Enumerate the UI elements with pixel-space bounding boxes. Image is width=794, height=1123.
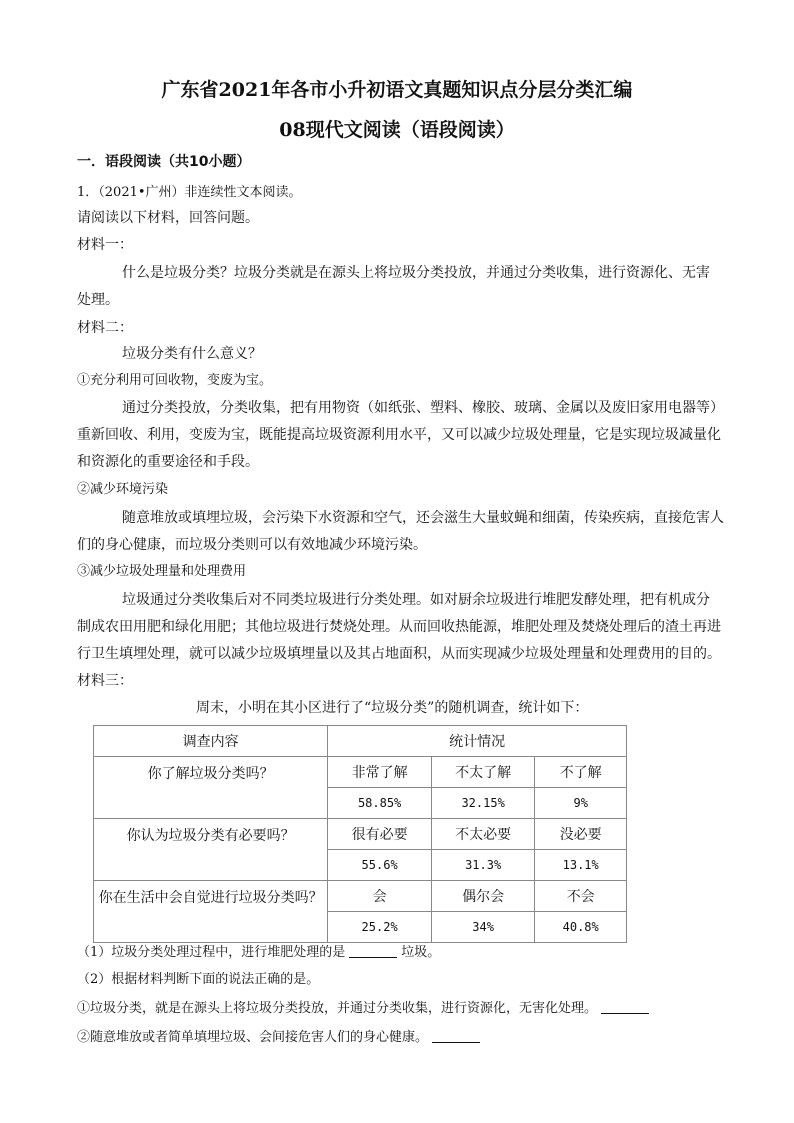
table-row [94,757,627,788]
table-row [94,881,627,912]
header-statistics: 统计情况 [328,726,627,757]
survey-question: 你在生活中会自觉进行垃圾分类吗？ [94,881,328,943]
judge-statement-2-text: ②随意堆放或者简单填埋垃圾、会间接危害人们的身心健康。 [77,1030,429,1045]
percent-cell: 9% [535,788,627,819]
sub-question-2: （2）根据材料判断下面的说法正确的是。 [77,972,320,987]
document-title: 广东省2021年各市小升初语文真题知识点分层分类汇编 [161,79,633,101]
judge-statement-1-text: ①垃圾分类，就是在源头上将垃圾分类投放，并通过分类收集，进行资源化，无害化处理。 [77,1001,598,1016]
answer-blank[interactable] [349,943,397,958]
material-two-paragraph-2: 随意堆放或填埋垃圾，会污染下水资源和空气，还会滋生大量蚊蝇和细菌，传染疾病，直接危害人 [122,510,724,526]
option-cell: 很有必要 [328,819,432,850]
percent-cell: 13.1% [535,850,627,881]
material-one-paragraph: 什么是垃圾分类？垃圾分类就是在源头上将垃圾分类投放，并通过分类收集，进行资源化、无害 [122,265,710,281]
option-cell: 偶尔会 [431,881,535,912]
survey-table [93,725,627,943]
sub-question-1-suffix: 垃圾。 [401,945,441,960]
percent-cell: 40.8% [535,912,627,943]
instruction-text: 请阅读以下材料，回答问题。 [77,210,259,226]
table-row [94,819,627,850]
material-one-label: 材料一： [77,237,133,253]
percent-cell: 25.2% [328,912,432,943]
option-cell: 不太必要 [431,819,535,850]
material-three-intro: 周末，小明在其小区进行了“垃圾分类”的随机调查，统计如下： [196,700,589,716]
material-two-paragraph-3-end: 行卫生填埋处理，就可以减少垃圾填埋量以及其占地面积，从而实现减少垃圾处理量和处理费用的目的。 [77,646,721,662]
percent-cell: 58.85% [328,788,432,819]
material-two-paragraph-1: 通过分类投放，分类收集，把有用物资（如纸张、塑料、橡胶、玻璃、金属以及废旧家用电器等） [122,400,724,416]
question-stem: 1．（2021•广州）非连续性文本阅读。 [77,185,302,200]
material-three-label: 材料三： [77,673,133,689]
percent-cell: 34% [431,912,535,943]
judge-statement-2 [77,1028,717,1048]
survey-question: 你认为垃圾分类有必要吗？ [94,819,328,881]
answer-blank[interactable] [432,1028,480,1043]
document-subtitle: 08现代文阅读（语段阅读） [279,119,515,141]
survey-question: 你了解垃圾分类吗？ [94,757,328,819]
sub-question-1-text: （1）垃圾分类处理过程中，进行堆肥处理的是 [77,945,346,960]
material-two-paragraph-3-cont: 制成农田用肥和绿化用肥；其他垃圾进行焚烧处理。从而回收热能源，堆肥处理及焚烧处理后的渣土再进 [77,619,721,635]
option-cell: 不太了解 [431,757,535,788]
material-two-paragraph-1-end: 和资源化的重要途径和手段。 [77,454,259,470]
option-cell: 非常了解 [328,757,432,788]
material-one-paragraph-cont: 处理。 [77,292,119,308]
material-two-paragraph-1-cont: 重新回收、利用，变废为宝，既能提高垃圾资源利用水平，又可以减少垃圾处理量，它是实现垃圾减量化 [77,427,721,443]
judge-statement-1 [77,999,717,1019]
sub-question-1 [77,943,717,963]
material-two-question: 垃圾分类有什么意义？ [122,346,262,362]
material-two-heading-3: ③减少垃圾处理量和处理费用 [77,564,247,579]
percent-cell: 55.6% [328,850,432,881]
option-cell: 没必要 [535,819,627,850]
material-two-label: 材料二： [77,320,133,336]
option-cell: 不了解 [535,757,627,788]
material-two-heading-2: ②减少环境污染 [77,482,169,497]
material-two-paragraph-3: 垃圾通过分类收集后对不同类垃圾进行分类处理。如对厨余垃圾进行堆肥发酵处理，把有机成分 [122,592,710,608]
material-two-paragraph-2-cont: 们的身心健康，而垃圾分类则可以有效地减少环境污染。 [77,537,427,553]
header-survey-content: 调查内容 [94,726,328,757]
answer-blank[interactable] [601,999,649,1014]
percent-cell: 31.3% [431,850,535,881]
material-two-heading-1: ①充分利用可回收物，变废为宝。 [77,373,273,388]
percent-cell: 32.15% [431,788,535,819]
option-cell: 不会 [535,881,627,912]
option-cell: 会 [328,881,432,912]
table-header-row [94,726,627,757]
section-heading: 一．语段阅读（共10小题） [77,154,251,170]
